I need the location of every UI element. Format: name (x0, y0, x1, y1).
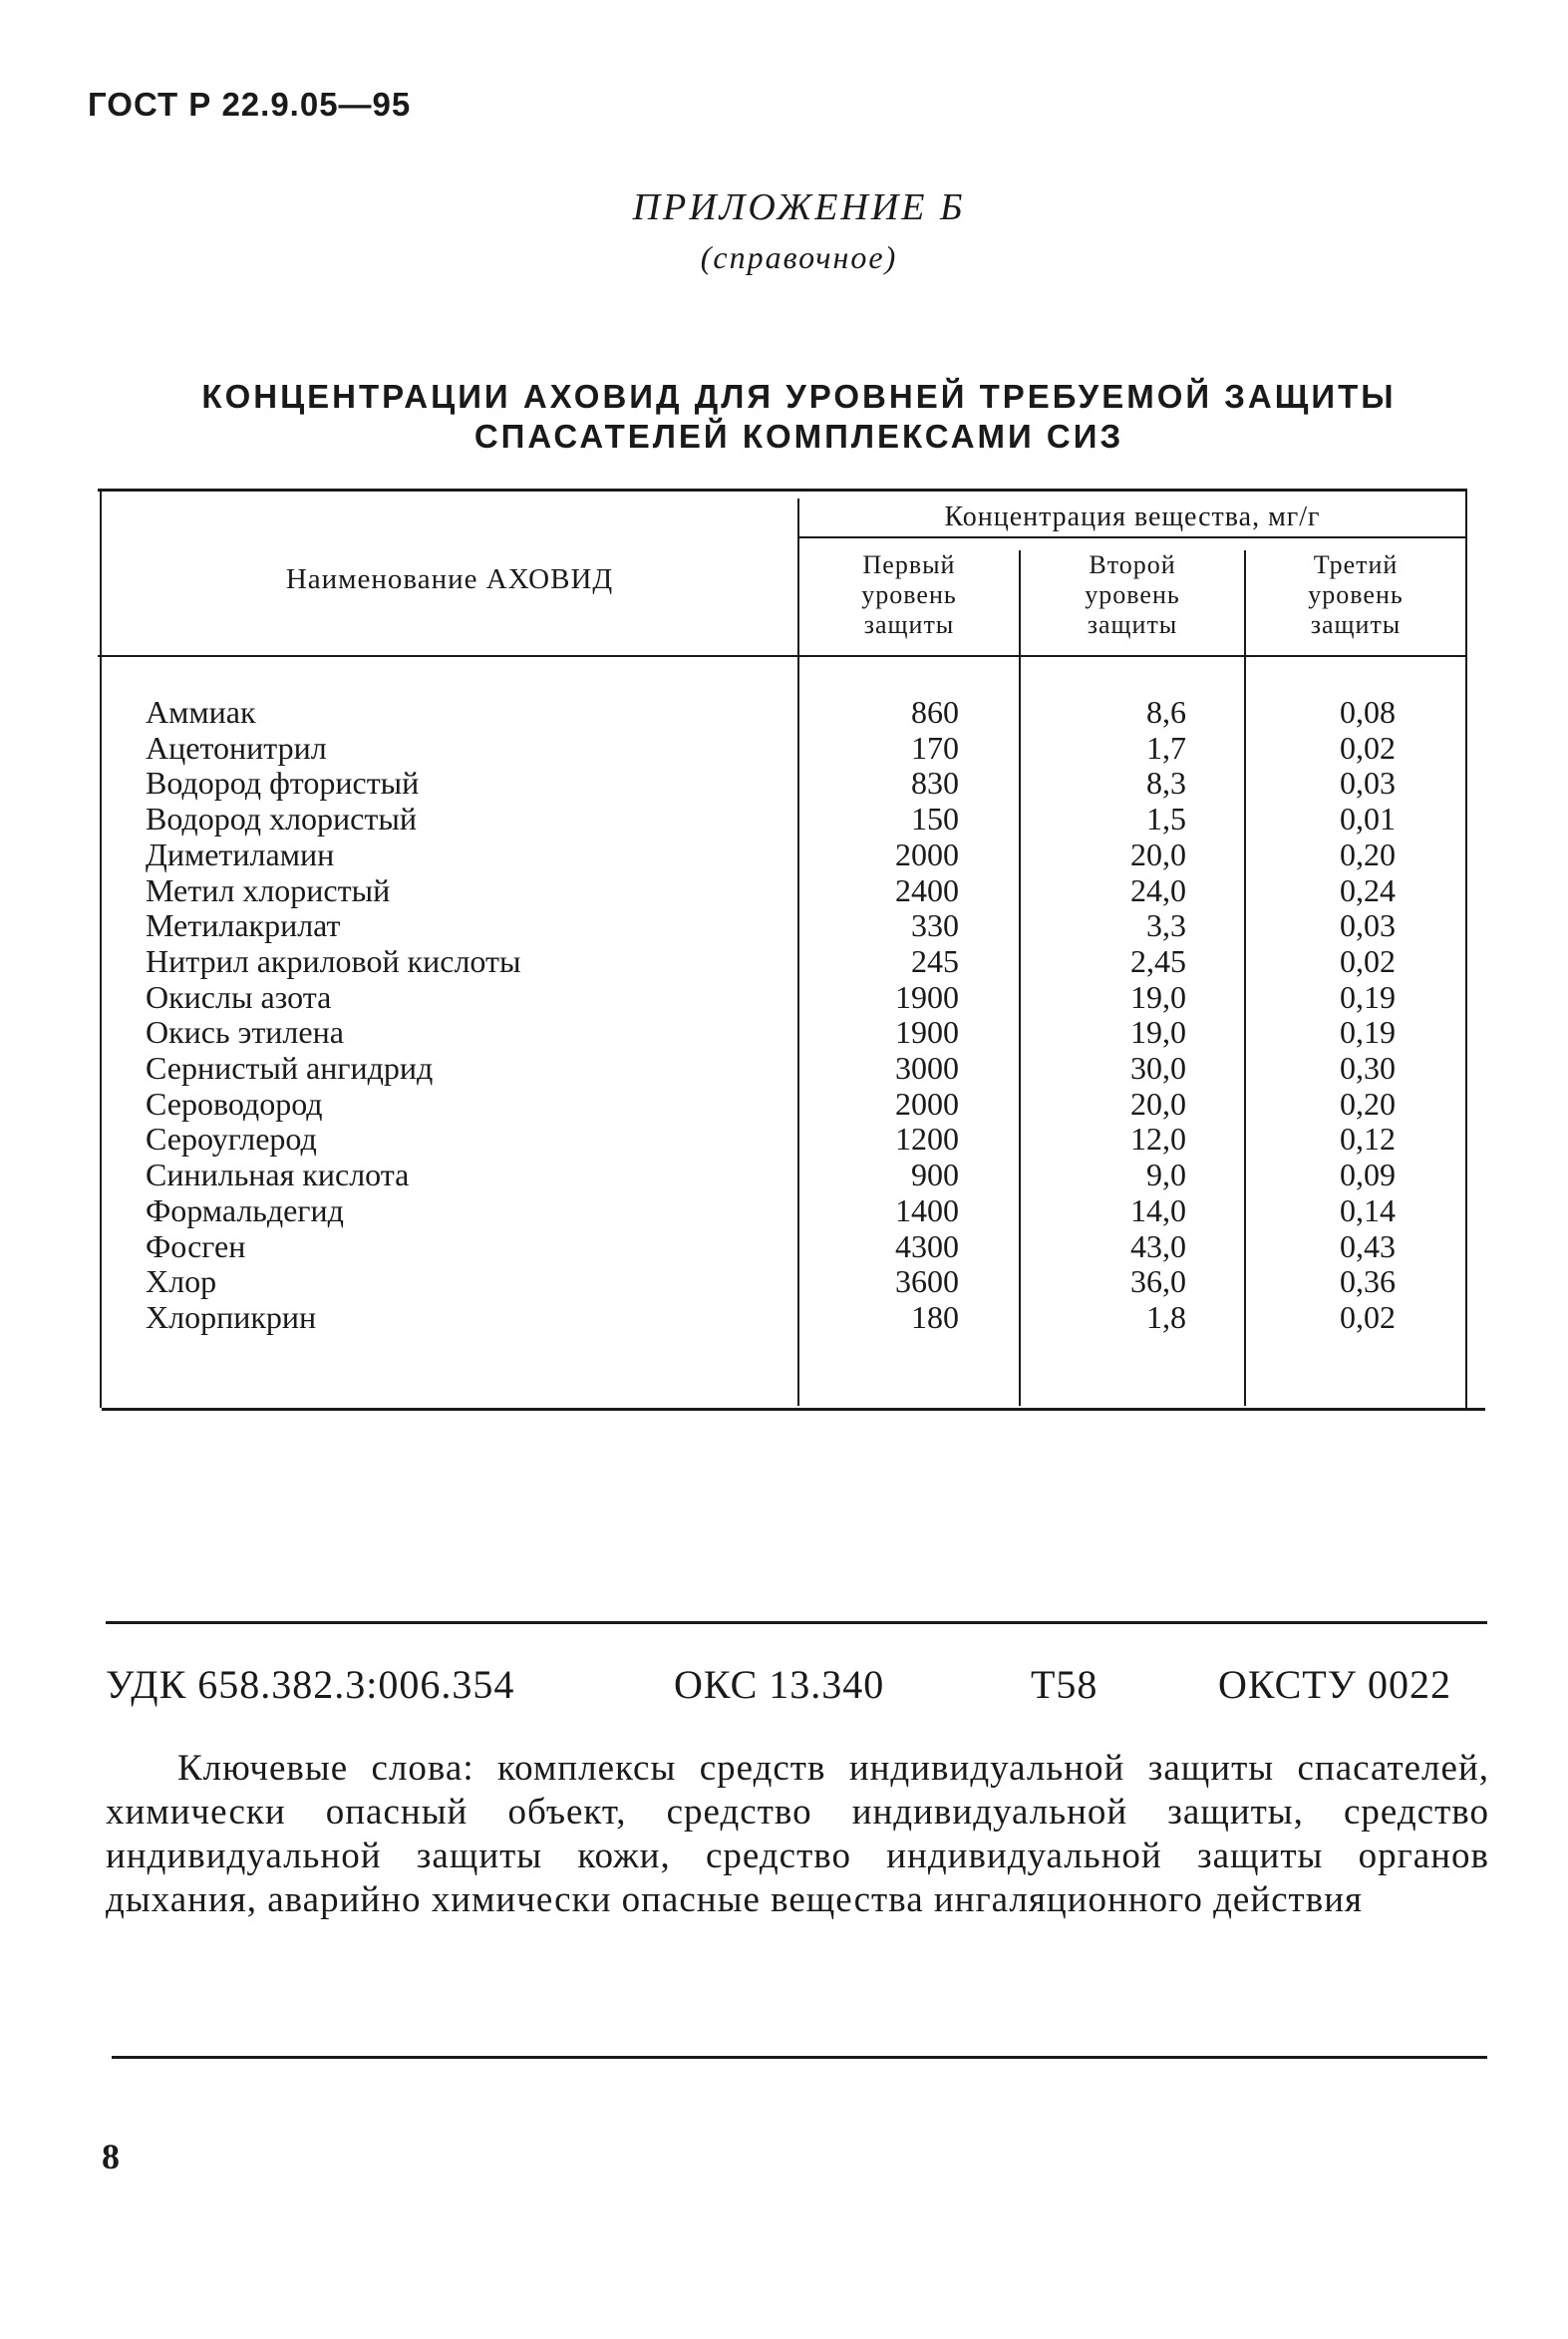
level3-value: 0,19 (1340, 1014, 1396, 1051)
level2-header-line-1: Второй (1089, 550, 1176, 579)
level1-value: 830 (911, 765, 959, 802)
level3-value: 0,20 (1340, 1085, 1396, 1122)
level1-value: 900 (911, 1157, 959, 1193)
level1-value: 330 (911, 907, 959, 944)
level2-value: 9,0 (1146, 1157, 1186, 1193)
level1-value: 3600 (895, 1263, 959, 1300)
level2-value: 8,3 (1146, 765, 1186, 802)
level3-value: 0,14 (1340, 1191, 1396, 1228)
footer-bottom-rule (112, 2056, 1487, 2059)
table-row-name: Окислы азота (146, 978, 332, 1015)
table-row-name: Водород хлористый (146, 801, 417, 837)
document-code: ГОСТ Р 22.9.05—95 (88, 86, 412, 123)
table-row-name: Метил хлористый (146, 871, 391, 908)
level1-value: 1900 (895, 978, 959, 1015)
level3-value: 0,09 (1340, 1157, 1396, 1193)
level3-value: 0,12 (1340, 1121, 1396, 1158)
level2-value: 3,3 (1146, 907, 1186, 944)
level2-value: 24,0 (1130, 871, 1186, 908)
document-title-line-2: СПАСАТЕЛЕЙ КОМПЛЕКСАМИ СИЗ (473, 418, 1124, 455)
level2-value: 19,0 (1130, 978, 1186, 1015)
level2-value: 1,8 (1146, 1298, 1186, 1335)
oks-code: ОКС 13.340 (674, 1662, 885, 1707)
level2-value: 43,0 (1130, 1227, 1186, 1264)
page-number: 8 (102, 2137, 120, 2176)
table-row-name: Аммиак (146, 694, 256, 730)
level1-value: 1900 (895, 1014, 959, 1051)
t-code: Т58 (1031, 1662, 1098, 1707)
level3-header-line-3: защиты (1310, 610, 1402, 639)
appendix-title: ПРИЛОЖЕНИЕ Б (632, 186, 966, 228)
table-row-name: Ацетонитрил (146, 729, 327, 766)
table-row-name: Сероводород (146, 1085, 323, 1122)
level2-value: 8,6 (1146, 694, 1186, 730)
table-row-name: Водород фтористый (146, 765, 420, 802)
level3-column-header (1246, 550, 1465, 640)
level1-value: 170 (911, 729, 959, 766)
udk-code: УДК 658.382.3:006.354 (106, 1662, 515, 1707)
table-left-border (100, 491, 102, 1408)
level3-value: 0,02 (1340, 729, 1396, 766)
level1-value: 2000 (895, 1085, 959, 1122)
footer-top-rule (106, 1621, 1487, 1624)
table-row-name: Синильная кислота (146, 1157, 410, 1193)
level1-value: 860 (911, 694, 959, 730)
level3-value: 0,02 (1340, 942, 1396, 979)
table-top-border (98, 489, 1467, 492)
level1-value: 3000 (895, 1050, 959, 1087)
level3-header-line-2: уровень (1308, 580, 1404, 609)
level1-header-line-3: защиты (863, 610, 955, 639)
table-right-border (1465, 491, 1467, 1408)
table-row-name: Нитрил акриловой кислоты (146, 942, 521, 979)
level3-value: 0,43 (1340, 1227, 1396, 1264)
table-row-name: Окись этилена (146, 1014, 344, 1051)
level1-value-column (817, 695, 959, 1336)
level1-header-line-1: Первый (862, 550, 956, 579)
level1-value: 150 (911, 801, 959, 837)
table-row-name: Формальдегид (146, 1191, 344, 1228)
table-header-bottom-border (98, 655, 1467, 657)
level1-value: 1200 (895, 1121, 959, 1158)
concentration-group-header: Концентрация вещества, мг/г (944, 501, 1321, 532)
document-title-line-1: КОНЦЕНТРАЦИИ АХОВИД ДЛЯ УРОВНЕЙ ТРЕБУЕМОЙ ЗАЩИТЫ (201, 378, 1397, 415)
level1-column-divider (1019, 550, 1021, 1406)
level3-value: 0,30 (1340, 1050, 1396, 1087)
keywords-paragraph: Ключевые слова: комплексы средств индивидуальной защиты спасателей, химически опасный объект, средство индивидуальной защиты, средство индивидуальной защиты кожи, средство индивидуальной защиты органов дыхания, аварийно химически опасные вещества ингаляционного действия (106, 1748, 1489, 1920)
level2-value: 1,7 (1146, 729, 1186, 766)
level2-value: 12,0 (1130, 1121, 1186, 1158)
level3-value: 0,20 (1340, 835, 1396, 872)
document-title (0, 377, 1568, 457)
table-row-name: Метилакрилат (146, 907, 341, 944)
table-row-name: Сероуглерод (146, 1121, 317, 1158)
level1-header-line-2: уровень (861, 580, 957, 609)
level2-value: 20,0 (1130, 1085, 1186, 1122)
level1-value: 2000 (895, 835, 959, 872)
level2-value: 20,0 (1130, 835, 1186, 872)
level2-value: 1,5 (1146, 801, 1186, 837)
level3-value: 0,02 (1340, 1298, 1396, 1335)
level3-value: 0,01 (1340, 801, 1396, 837)
level2-value: 36,0 (1130, 1263, 1186, 1300)
level1-value: 2400 (895, 871, 959, 908)
level2-header-line-3: защиты (1087, 610, 1178, 639)
level2-value-column (1037, 695, 1186, 1336)
substance-name-column (146, 695, 520, 1336)
level2-value: 30,0 (1130, 1050, 1186, 1087)
name-column-header: Наименование АХОВИД (285, 563, 614, 595)
appendix-subtitle: (справочное) (700, 239, 898, 275)
level3-value: 0,36 (1340, 1263, 1396, 1300)
level1-value: 245 (911, 942, 959, 979)
level3-value-column (1266, 695, 1396, 1336)
level3-value: 0,08 (1340, 694, 1396, 730)
okstu-code: ОКСТУ 0022 (1218, 1662, 1452, 1707)
table-bottom-border (102, 1408, 1485, 1411)
table-row-name: Хлор (146, 1263, 217, 1300)
level2-column-divider (1244, 550, 1246, 1406)
group-header-underline (799, 536, 1465, 538)
level2-header-line-2: уровень (1085, 580, 1180, 609)
level1-value: 180 (911, 1298, 959, 1335)
level3-value: 0,19 (1340, 978, 1396, 1015)
level1-value: 1400 (895, 1191, 959, 1228)
table-row-name: Фосген (146, 1227, 246, 1264)
level2-value: 14,0 (1130, 1191, 1186, 1228)
table-row-name: Хлорпикрин (146, 1298, 317, 1335)
level2-value: 2,45 (1130, 942, 1186, 979)
level2-value: 19,0 (1130, 1014, 1186, 1051)
level1-column-header (799, 550, 1019, 640)
level1-value: 4300 (895, 1227, 959, 1264)
level3-value: 0,03 (1340, 765, 1396, 802)
level3-value: 0,03 (1340, 907, 1396, 944)
level3-header-line-1: Третий (1313, 550, 1399, 579)
table-row-name: Диметиламин (146, 835, 335, 872)
level3-value: 0,24 (1340, 871, 1396, 908)
level2-column-header (1021, 550, 1244, 640)
table-row-name: Сернистый ангидрид (146, 1050, 434, 1087)
